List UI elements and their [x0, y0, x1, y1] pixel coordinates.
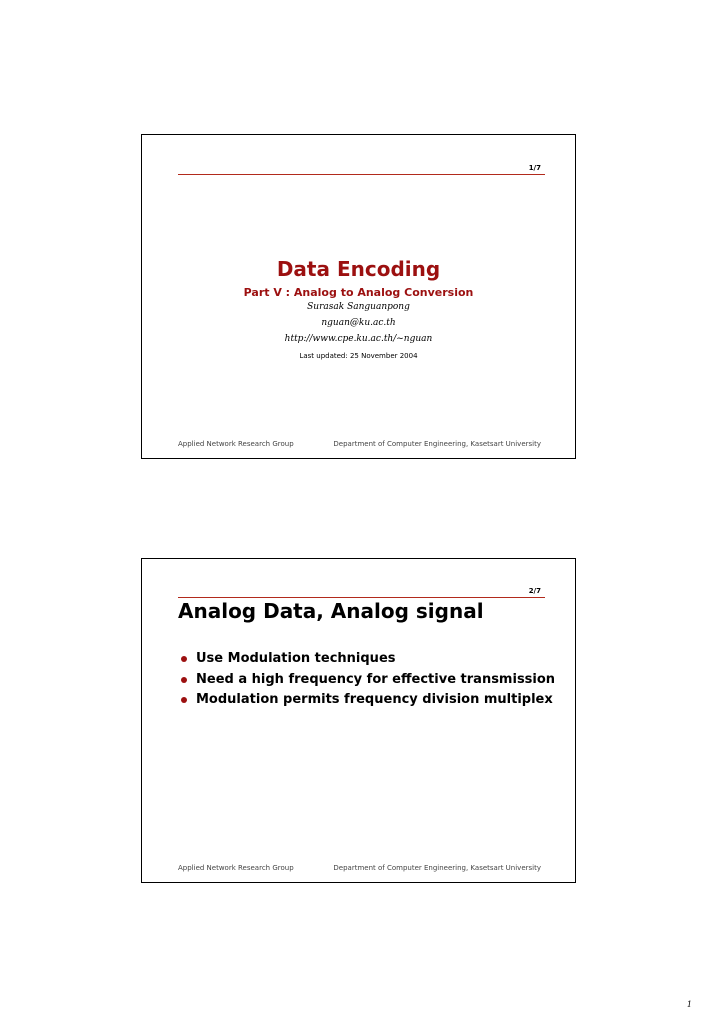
bullet-dot-icon	[181, 697, 187, 703]
slide-title: Analog Data, Analog signal	[178, 599, 484, 623]
author-name: Surasak Sanguanpong	[307, 302, 410, 312]
bullet-list	[178, 649, 555, 711]
bullet-dot-icon	[181, 677, 187, 683]
bullet-item	[178, 649, 555, 670]
page-number: 1	[686, 1000, 692, 1009]
footer-group: Applied Network Research Group	[178, 864, 294, 872]
bullet-dot-icon	[181, 656, 187, 662]
slide-page-number: 1/7	[528, 164, 541, 172]
bullet-item	[178, 670, 555, 691]
bullet-item	[178, 690, 555, 711]
header-rule	[178, 174, 545, 175]
slide-page-number: 2/7	[528, 587, 541, 595]
bullet-text: Modulation permits frequency division multiplex	[196, 692, 553, 707]
slide-title: Data Encoding	[276, 257, 441, 281]
author-email: nguan@ku.ac.th	[321, 318, 396, 328]
slide-1	[141, 134, 576, 459]
footer-department: Department of Computer Engineering, Kasetsart University	[333, 440, 541, 448]
bullet-text: Need a high frequency for effective transmission	[196, 671, 556, 687]
author-url: http://www.cpe.ku.ac.th/~nguan	[284, 334, 433, 344]
footer-department: Department of Computer Engineering, Kasetsart University	[333, 864, 541, 872]
bullet-text: Use Modulation techniques	[196, 651, 396, 666]
header-rule	[178, 597, 545, 598]
last-updated: Last updated: 25 November 2004	[299, 352, 418, 360]
slide-subtitle: Part V : Analog to Analog Conversion	[243, 286, 474, 299]
footer-group: Applied Network Research Group	[178, 440, 294, 448]
slide-2	[141, 558, 576, 883]
